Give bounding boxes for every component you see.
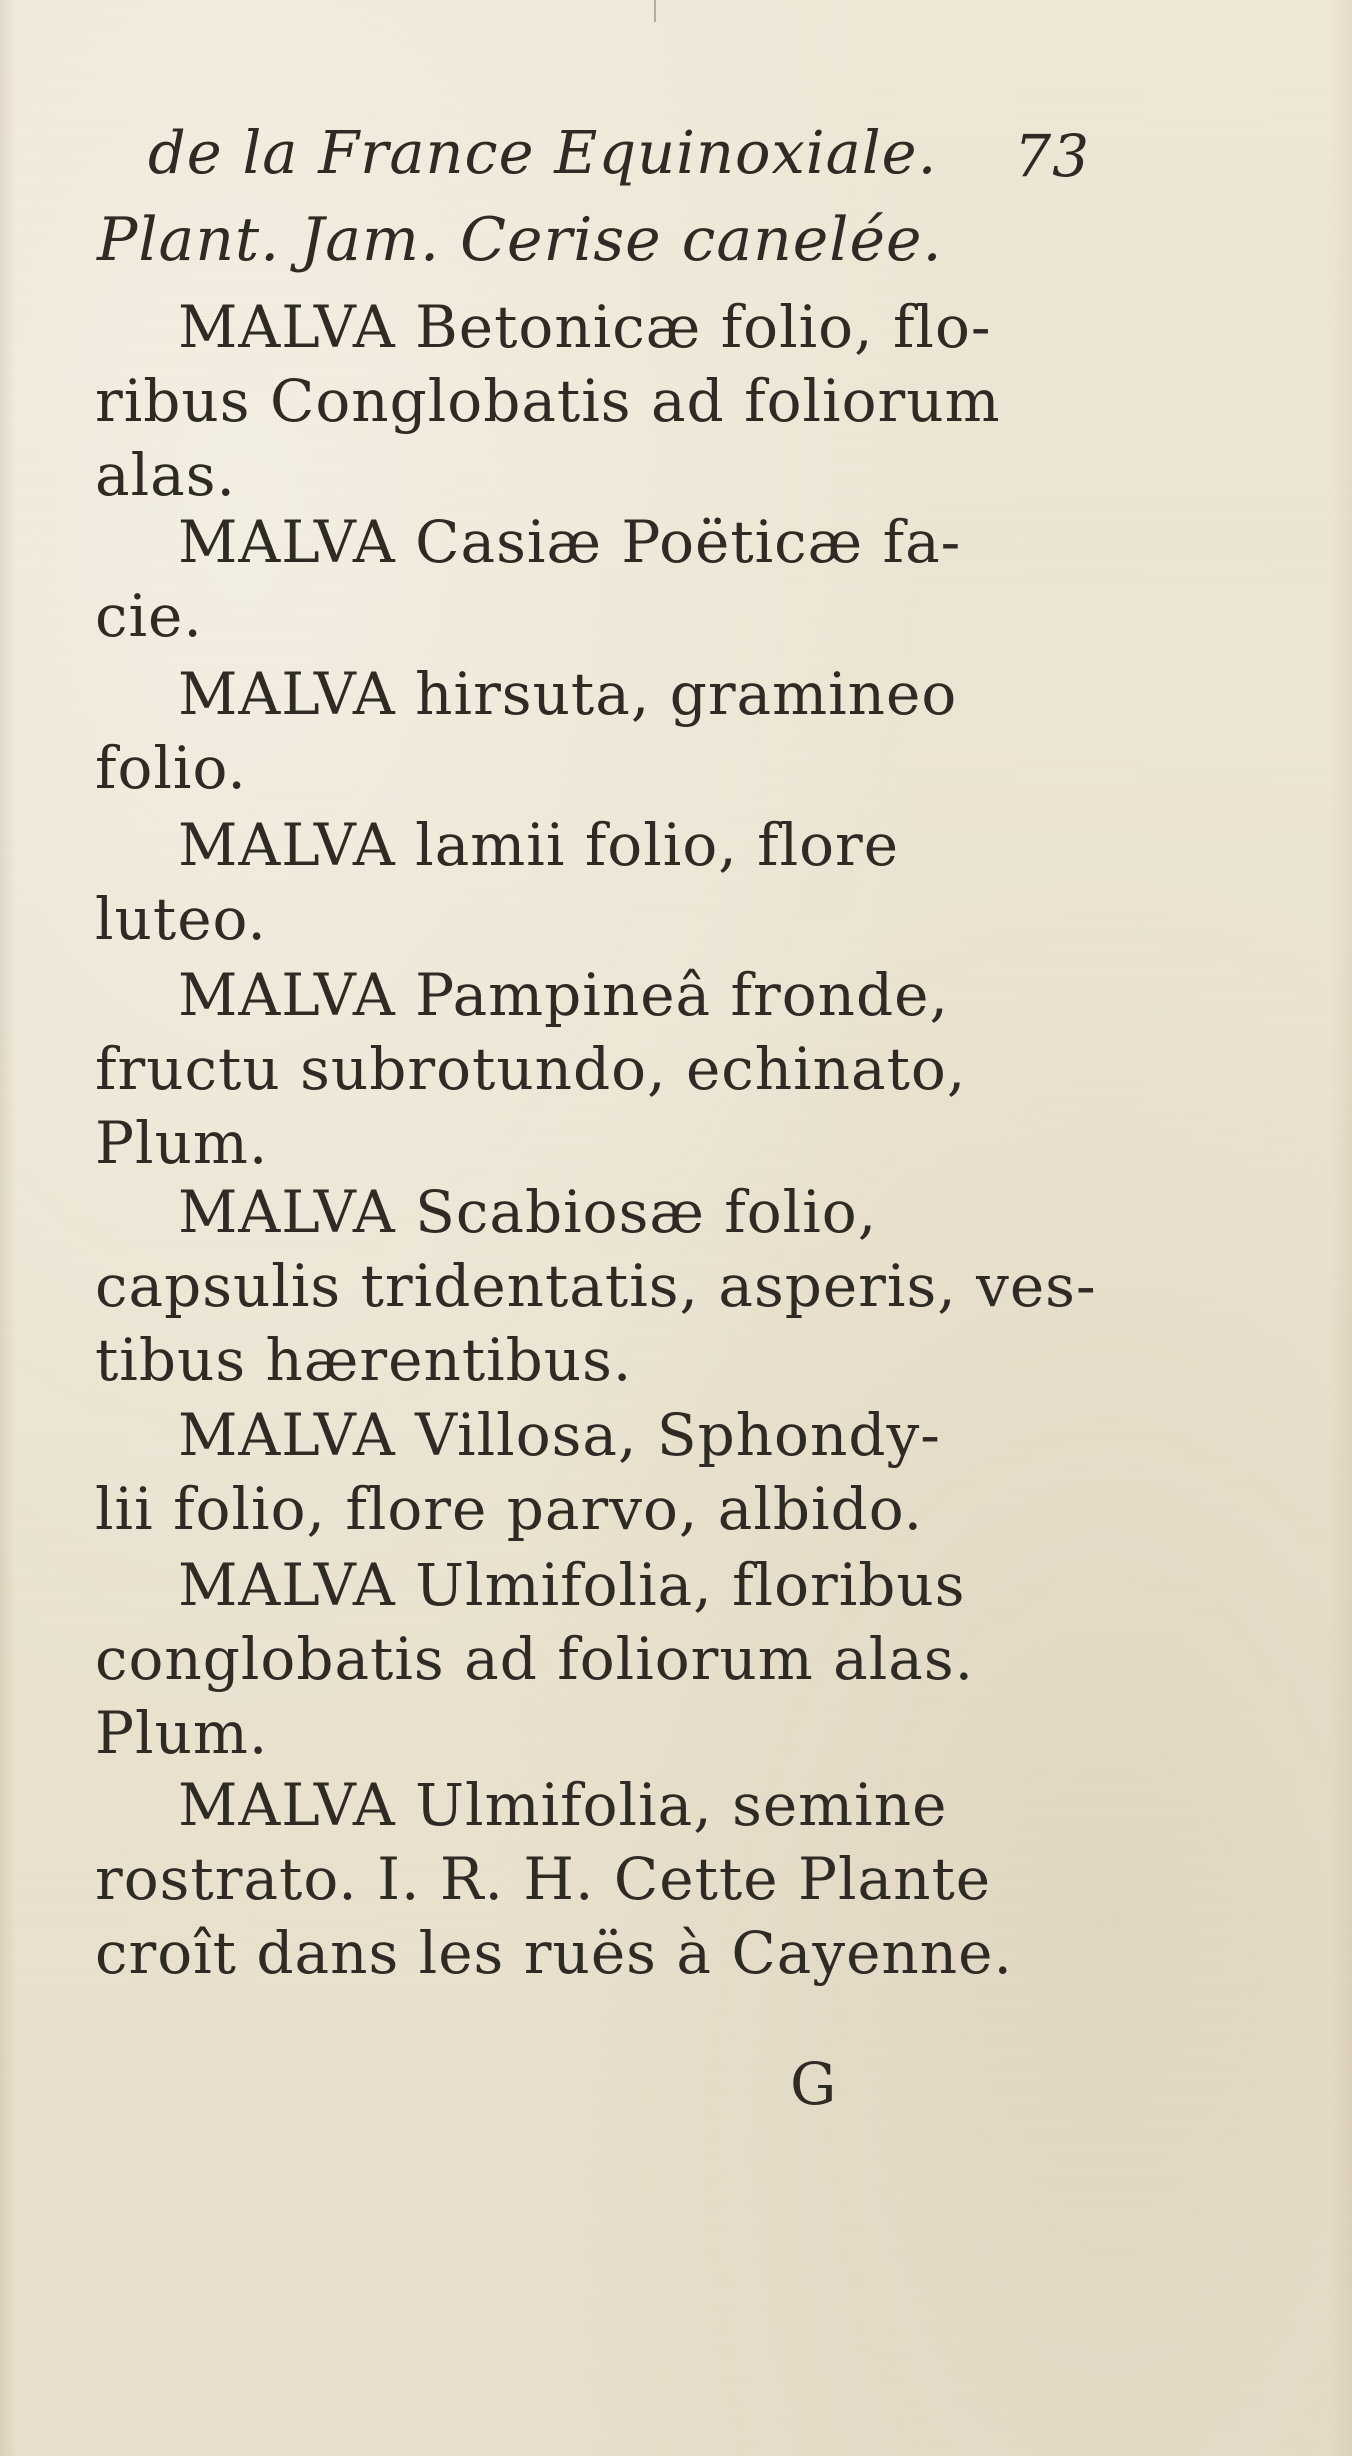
entry-6 [95, 1175, 1097, 1397]
page-number: 73 [1014, 122, 1090, 190]
entry-3-line-1: MALVA hirsuta, gramineo [178, 660, 958, 728]
entry-2 [95, 505, 1075, 653]
entry-9-line-3: croît dans les ruës à Cayenne. [95, 1919, 1013, 1987]
entry-4-line-2: luteo. [95, 885, 267, 953]
entry-6-line-3: tibus hærentibus. [95, 1326, 633, 1394]
entry-1-line-1: MALVA Betonicæ folio, flo- [178, 293, 992, 361]
entry-7 [95, 1398, 1075, 1546]
entry-9-line-1: MALVA Ulmifolia, semine [178, 1771, 948, 1839]
entry-3-line-2: folio. [95, 734, 247, 802]
entry-1 [95, 290, 1075, 512]
entry-2-line-1: MALVA Casiæ Poëticæ fa- [178, 508, 962, 576]
entry-7-line-1: MALVA Villosa, Sphondy- [178, 1401, 941, 1469]
entry-8 [95, 1548, 1075, 1770]
entry-5-line-2: fructu subrotundo, echinato, [95, 1035, 967, 1103]
entry-5-line-3: Plum. [95, 1109, 269, 1177]
entry-5 [95, 958, 1075, 1180]
entry-8-line-2: conglobatis ad foliorum alas. [95, 1625, 975, 1693]
entry-1-line-2: ribus Conglobatis ad foliorum [95, 367, 1001, 435]
left-page-crease [0, 0, 16, 2456]
entry-4-line-1: MALVA lamii folio, flore [178, 811, 900, 879]
entry-6-line-1: MALVA Scabiosæ folio, [178, 1178, 878, 1246]
entry-2-line-2: cie. [95, 582, 203, 650]
running-title: de la France Equinoxiale. [148, 118, 938, 187]
entry-8-line-3: Plum. [95, 1699, 269, 1767]
entry-5-line-1: MALVA Pampineâ fronde, [178, 961, 949, 1029]
signature-mark: G [790, 2050, 838, 2118]
right-page-edge [1330, 0, 1352, 2456]
entry-1-line-3: alas. [95, 441, 236, 509]
entry-9 [95, 1768, 1075, 1990]
entry-4 [95, 808, 1075, 956]
entry-7-line-2: lii folio, flore parvo, albido. [95, 1475, 924, 1543]
entry-8-line-1: MALVA Ulmifolia, floribus [178, 1551, 966, 1619]
entry-9-line-2: rostrato. I. R. H. Cette Plante [95, 1845, 992, 1913]
entry-6-line-2: capsulis tridentatis, asperis, ves- [95, 1252, 1097, 1320]
entry-3 [95, 657, 1075, 805]
top-mark [654, 0, 656, 22]
subheader: Plant. Jam. Cerise canelée. [97, 205, 943, 275]
